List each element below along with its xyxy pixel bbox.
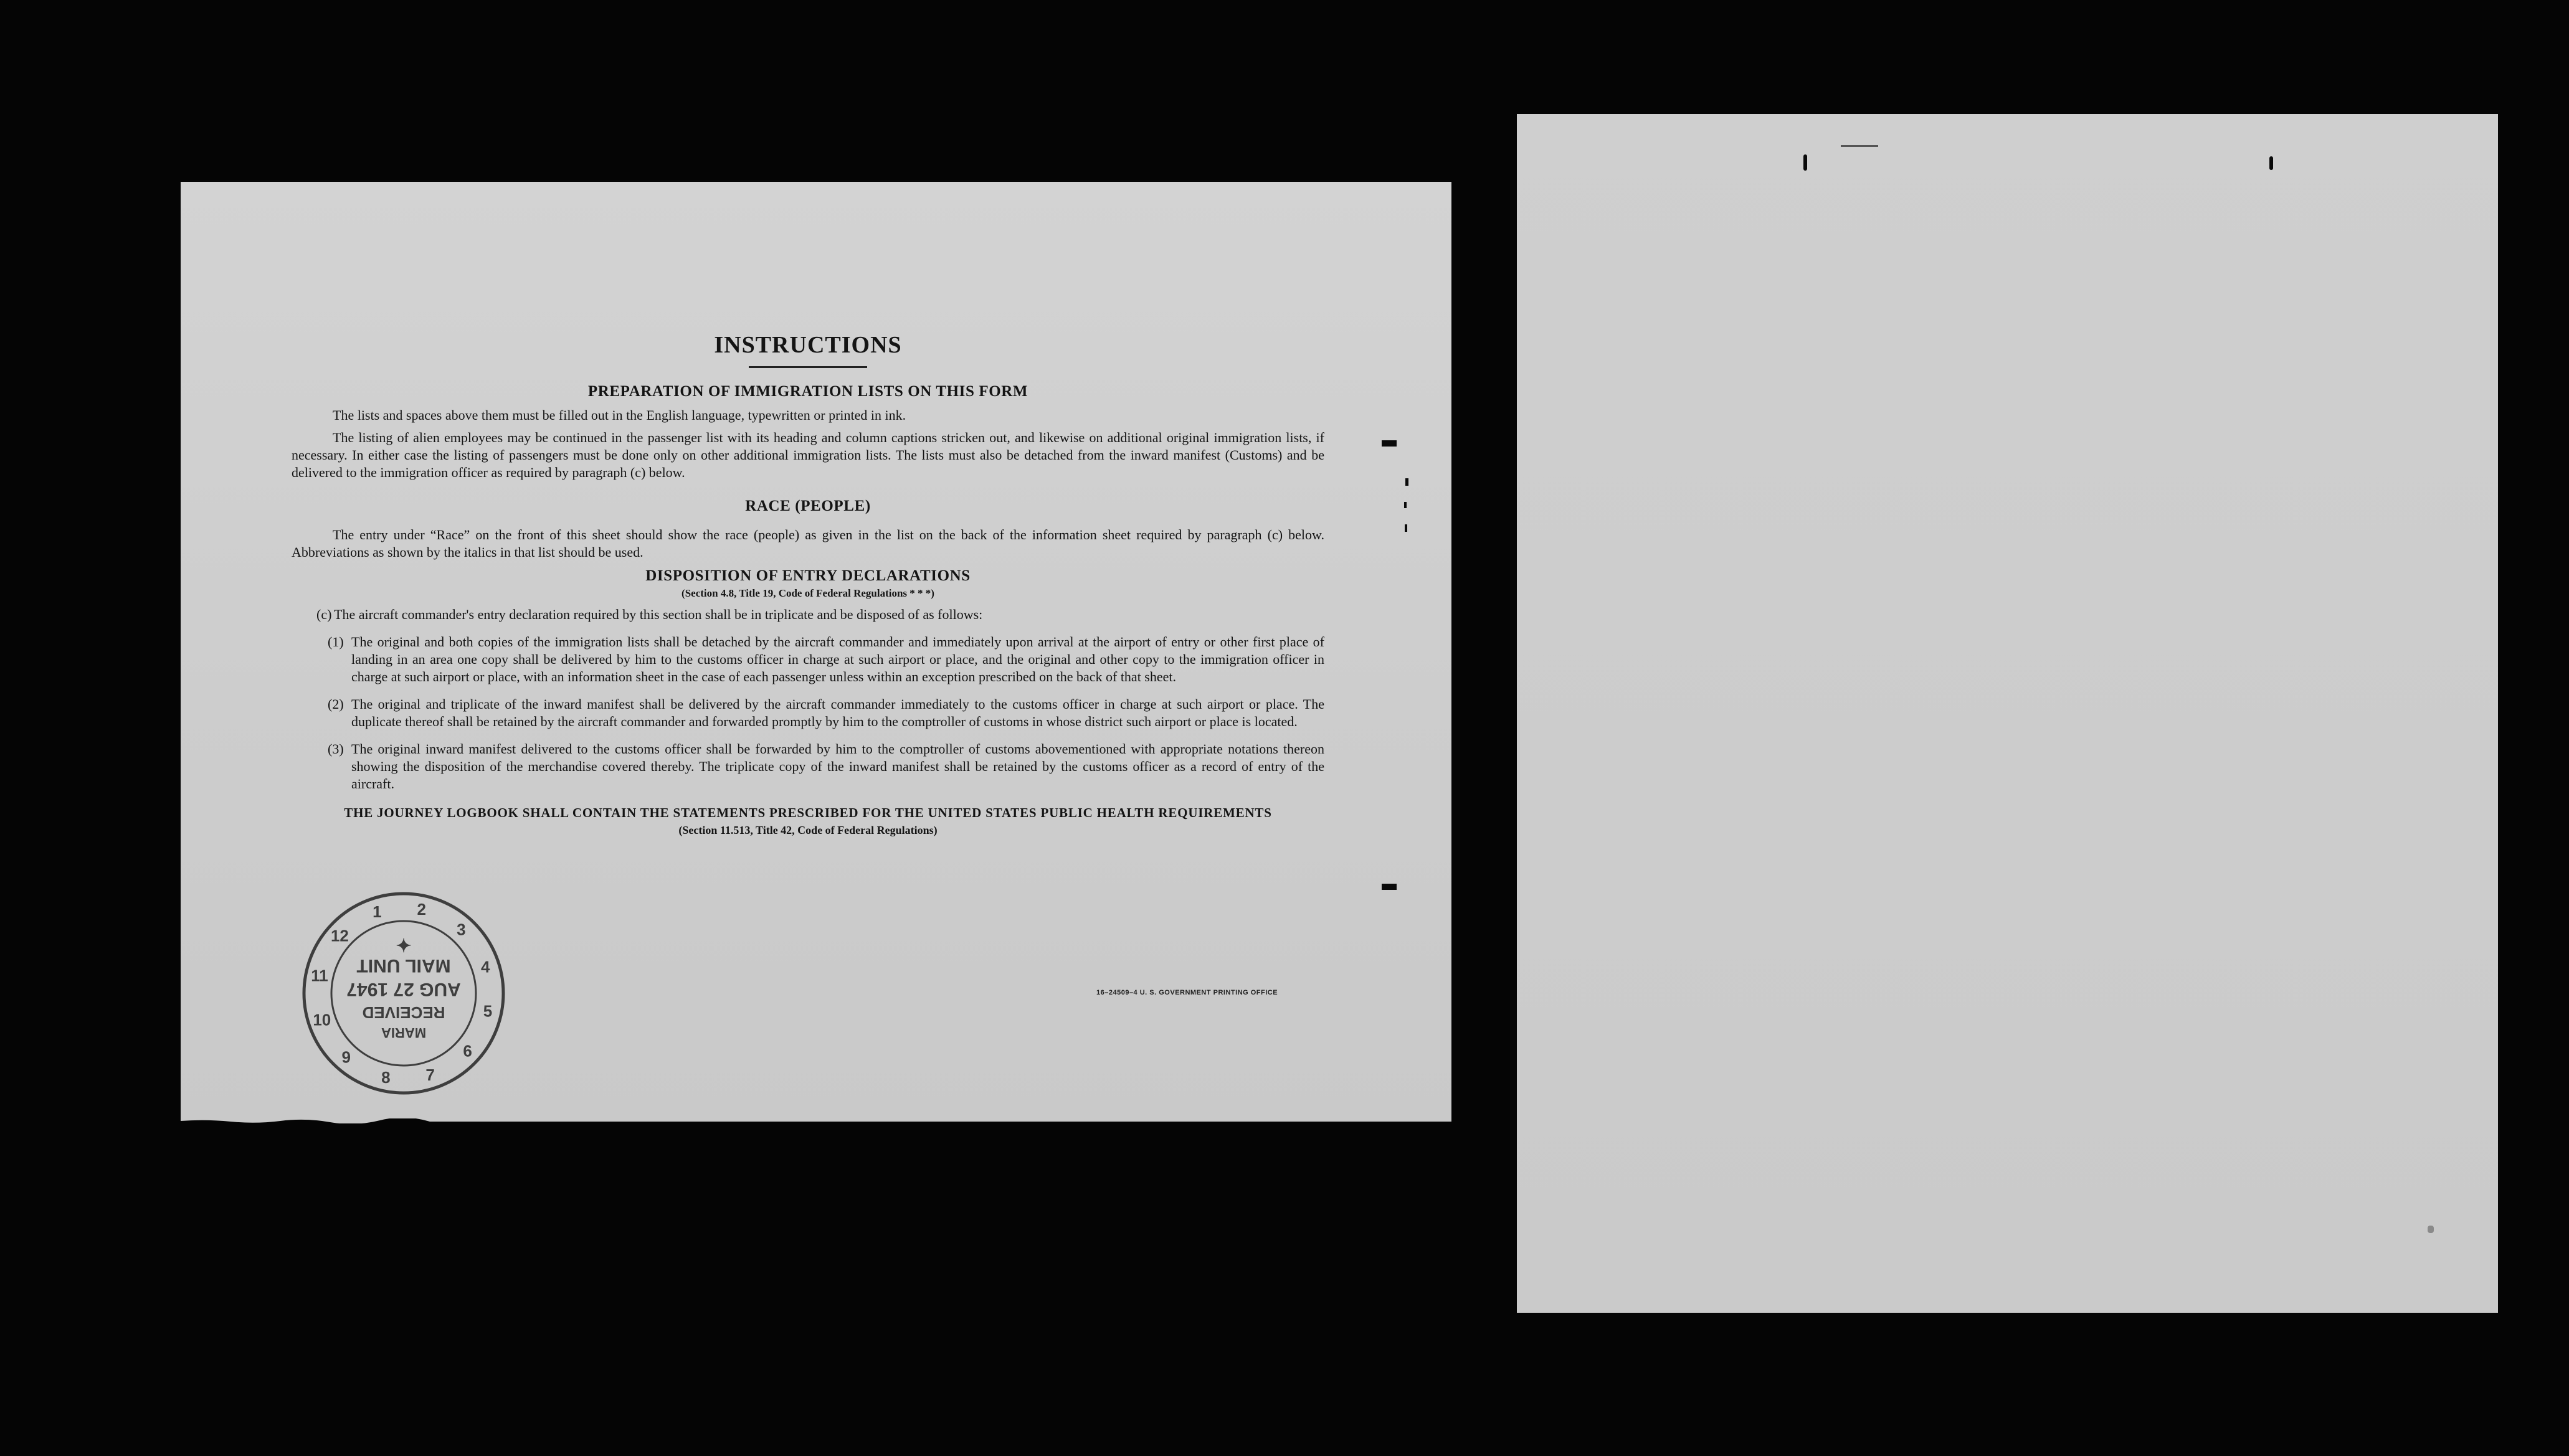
stamp-ring-number: 1 <box>373 902 382 921</box>
mail-unit-date-stamp <box>299 889 508 1098</box>
clause-c-text: The aircraft commander's entry declaration required by this section shall be in triplicate and be disposed of as follows: <box>334 607 983 622</box>
preparation-paragraph-1: The lists and spaces above them must be filled out in the English language, typewritten or printed in ink. <box>333 407 906 423</box>
list-item <box>292 740 1324 793</box>
stamp-line-2: AUG 27 1947 <box>346 979 461 1000</box>
stamp-line-3: RECEIVED <box>362 1003 445 1022</box>
stamp-ring-number: 9 <box>341 1047 351 1067</box>
edge-mark <box>1841 145 1878 147</box>
printing-office-note: 16–24509–4 U. S. GOVERNMENT PRINTING OFFICE <box>1096 989 1278 996</box>
stamp-line-4: MARIA <box>381 1025 427 1041</box>
margin-mark <box>1405 478 1408 486</box>
list-item-text: The original and triplicate of the inward manifest shall be delivered by the aircraft commander immediately to the customs officer in charge at such airport or place. The duplicate thereof shall be retained by the aircraft commander and forwarded promptly by him to the comptroller of customs in whose district such airport or place is located. <box>351 696 1324 729</box>
list-item-number: (3) <box>328 741 344 757</box>
margin-mark <box>1405 524 1407 532</box>
preparation-paragraph-2: The listing of alien employees may be continued in the passenger list with its heading and column captions stricken out, and likewise on additional original immigration lists, if necessary. In either case the listing of passengers must be done only on other additional immigration lists. The lists must also be detached from the inward manifest (Customs) and be delivered to the immigration officer as required by paragraph (c) below. <box>292 430 1324 480</box>
stamp-ring-number: 8 <box>381 1068 391 1087</box>
margin-mark <box>1404 502 1407 508</box>
speck-mark <box>2428 1226 2434 1233</box>
health-citation: (Section 11.513, Title 42, Code of Federal Regulations) <box>678 824 938 836</box>
instructions-body <box>292 331 1324 843</box>
instructions-page <box>181 182 1451 1123</box>
section-heading-race: RACE (PEOPLE) <box>745 498 871 514</box>
stamp-ring-number: 12 <box>330 926 349 945</box>
stamp-ring-number: 4 <box>480 957 490 976</box>
section-heading-health: THE JOURNEY LOGBOOK SHALL CONTAIN THE STATEMENTS PRESCRIBED FOR THE UNITED STATES PUBLIC HEALTH REQUIREMENTS <box>344 805 1272 820</box>
blank-page <box>1517 114 2498 1313</box>
punch-mark <box>2269 156 2273 170</box>
stamp-ring-number: 7 <box>425 1066 435 1085</box>
list-item <box>292 696 1324 730</box>
stamp-ring-number: 2 <box>417 900 426 919</box>
list-item-number: (2) <box>328 696 344 712</box>
stamp-ring-number: 6 <box>463 1041 472 1061</box>
page-title: INSTRUCTIONS <box>714 332 902 358</box>
star-icon: ✦ <box>396 934 412 955</box>
torn-edge <box>181 1118 1451 1125</box>
title-underline <box>749 366 867 368</box>
stamp-ring-number: 11 <box>311 966 328 985</box>
punch-mark <box>1803 154 1807 171</box>
list-item <box>292 633 1324 686</box>
stamp-ring-number: 10 <box>313 1010 331 1029</box>
section-heading-disposition: DISPOSITION OF ENTRY DECLARATIONS <box>645 567 971 584</box>
margin-mark <box>1382 440 1397 447</box>
stamp-ring-number: 5 <box>483 1001 493 1021</box>
stamp-line-1: MAIL UNIT <box>356 955 451 976</box>
section-heading-preparation: PREPARATION OF IMMIGRATION LISTS ON THIS FORM <box>587 383 1028 400</box>
margin-mark <box>1382 884 1397 890</box>
clause-c-label: (c) <box>316 607 332 622</box>
stamp-ring-number: 3 <box>457 920 466 939</box>
list-item-text: The original inward manifest delivered to the customs officer shall be forwarded by him to the comptroller of customs abovementioned with appropriate notations thereon showing the disposition of the merchandise covered thereby. The triplicate copy of the inward manifest shall be retained by the customs officer as a record of entry of the aircraft. <box>351 741 1324 792</box>
disposition-citation: (Section 4.8, Title 19, Code of Federal Regulations * * *) <box>681 587 934 599</box>
list-item-text: The original and both copies of the immigration lists shall be detached by the aircraft commander and immediately upon arrival at the airport of entry or other first place of landing in an area one copy shall be delivered by him to the customs officer in charge at such airport or place, and the original and other copy to the immigration officer in charge at such airport or place, with an information sheet in the case of each passenger unless within an exception prescribed on the back of that sheet. <box>351 634 1324 684</box>
list-item-number: (1) <box>328 634 344 650</box>
race-paragraph: The entry under “Race” on the front of this sheet should show the race (people) as given in the list on the back of the information sheet required by paragraph (c) below. Abbreviations as shown by the italics in that list should be used. <box>292 527 1324 560</box>
clause-c <box>292 606 1324 623</box>
